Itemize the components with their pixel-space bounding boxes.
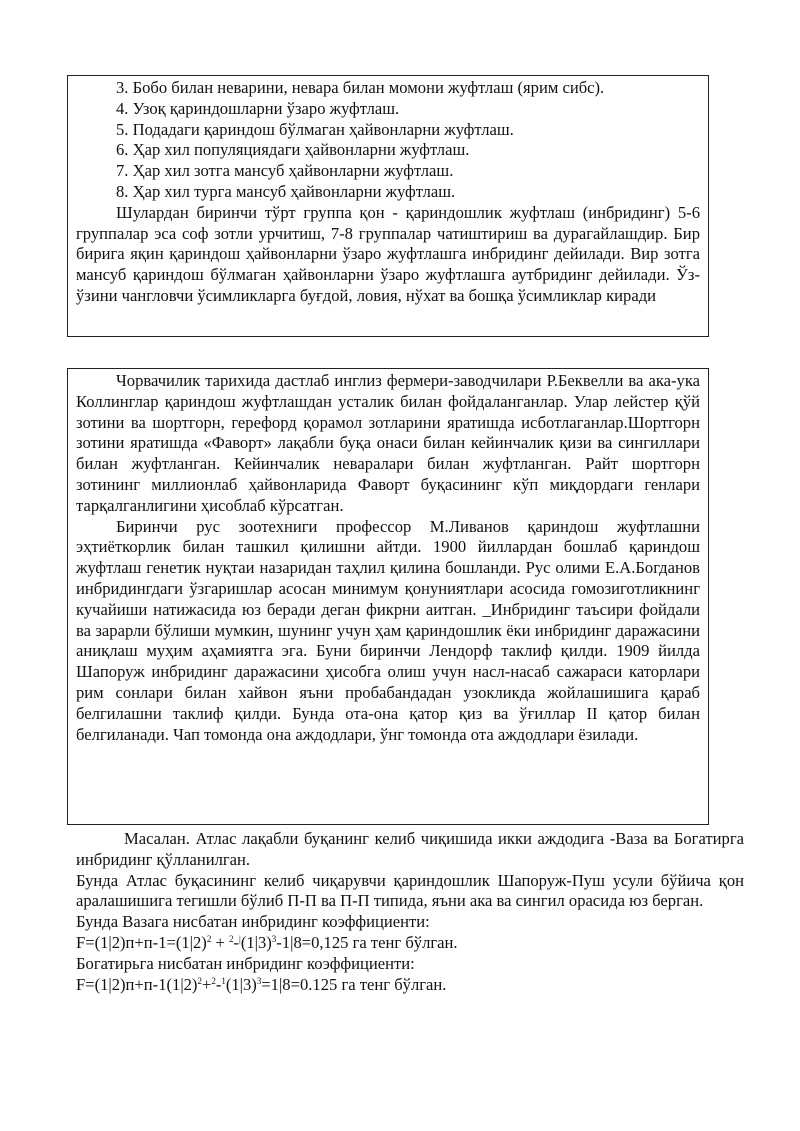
list-item: 6. Ҳар хил популяциядаги ҳайвонларни жуфтлаш.: [116, 140, 470, 160]
history-paragraph: Чорвачилик тарихида дастлаб инглиз фермери-заводчилари Р.Беквелли ва ака-ука Коллинглар қариндош жуфтлашдан усталик билан фойдаланганлар. Улар лейстер қўй зотини ва шортгорн, герефорд қорамол зотларини яратишда исботлаганлар.Шортгорн зотини яратишда «Фаворт» лақабли буқа онаси билан кейинчалик қизи ва сингиллари билан жуфтланган. Кейинчалик невaралари билан жуфтланган. Райт шортгорн зотининг миллионлаб ҳайвонларида Фаворт буқасининг кўп миқдордаги генлари тарқалганлигини ҳисоблаб кўрсатган.: [76, 371, 700, 515]
bogatir-formula: $F=(1|2)п+п-1(1|2)^2+^2-^1(1|3)^3=1|8=0.125$ га тенг бўлган.: [76, 974, 447, 994]
example-explanation: Бунда Атлас буқасининг келиб чиқарувчи қариндошлик Шапоруж-Пуш усули бўйича қон аралашишига тегишли бўлиб П-П ва П-П типида, яъни ака ва сингил орасида юз берган.: [76, 870, 744, 911]
list-item: 8. Ҳар хил турга мансуб ҳайвонларни жуфтлаш.: [116, 181, 456, 201]
example-section: [76, 829, 744, 995]
russian-research-paragraph: Биринчи рус зоотехниги профессор М.Ливанов қариндош жуфтлашни эҳтиёткорлик билан ташкил қилишни айтди. 1900 йиллардан бошлаб қариндош жуфтлаш генетик нуқтаи назаридан таҳлил қилина бошланди. Рус олими Е.А.Богданов инбридингдаги ўзгаришлар асосан минимум қонуниятлари асосида гомозиготликнинг кучайиши натижасида юз беради деган фикрни аитган. _Инбридинг таъсири фойдали ва зарарли бўлиши мумкин, шунинг учун ҳам қариндошлик ёки инбридинг даражасини аниқлаш муҳим аҳамиятга эга. Буни биринчи Лендорф таклиф қилди. 1909 йилда Шапоруж инбридинг даражасини ҳисобга олиш учун насл-насаб сажараси каторлари рим сонлари билан хайвон яъни пробабандадан узокликда жойлашишига қараб белгилашни таклиф қилди. Бунда ота-она қатор қиз ва ўғиллар II қатор билан белгиланади. Чап томонда она аждодлари, ўнг томонда ота аждодлари ёзилади.: [76, 516, 700, 744]
bogatir-coefficient-label: Богатирьга нисбатан инбридинг коэффициенти:: [76, 953, 415, 973]
list-item: 5. Подадаги қариндош бўлмаган ҳайвонларни жуфтлаш.: [116, 119, 514, 139]
list-item: 4. Узоқ қариндошларни ўзаро жуфтлаш.: [116, 98, 400, 118]
vaza-coefficient-label: Бунда Вазага нисбатан инбридинг коэффициенти:: [76, 912, 430, 932]
list-item: 7. Ҳар хил зотга мансуб ҳайвонларни жуфтлаш.: [116, 161, 454, 181]
list-item: 3. Бобо билан неварини, невара билан момони жуфтлаш (ярим сибс).: [116, 78, 605, 97]
text-box-inbreeding-history: [67, 368, 709, 825]
text-box-breeding-groups: [67, 75, 709, 337]
example-paragraph: Масалан. Атлас лақабли буқанинг келиб чиқишида икки аждодига -Ваза ва Богатирга инбридинг қўлланилган.: [76, 829, 744, 869]
vaza-formula: $F=(1|2)п+п-1=(1|2)^2 + ^2-^|(1|3)^3-1|8=0,125$ га тенг бўлган.: [76, 932, 458, 952]
groups-paragraph: Шулардан биринчи тўрт группа қон - қариндошлик жуфтлаш (инбридинг) 5-6 группалар эса соф зотли урчитиш, 7-8 группалар чатиштириш ва дурагайлашдир. Бир бирига яқин қариндош ҳайвонларни ўзаро жуфтлашга инбридинг дейилади. Вир зотга мансуб қариндош бўлмаган ҳайвонларни ўзаро жуфтлашга аутбридинг дейилади. Ўз-ўзини чангловчи ўсимликларга буғдой, ловия, нўхат ва бошқа ўсимликлар киради: [76, 202, 700, 305]
